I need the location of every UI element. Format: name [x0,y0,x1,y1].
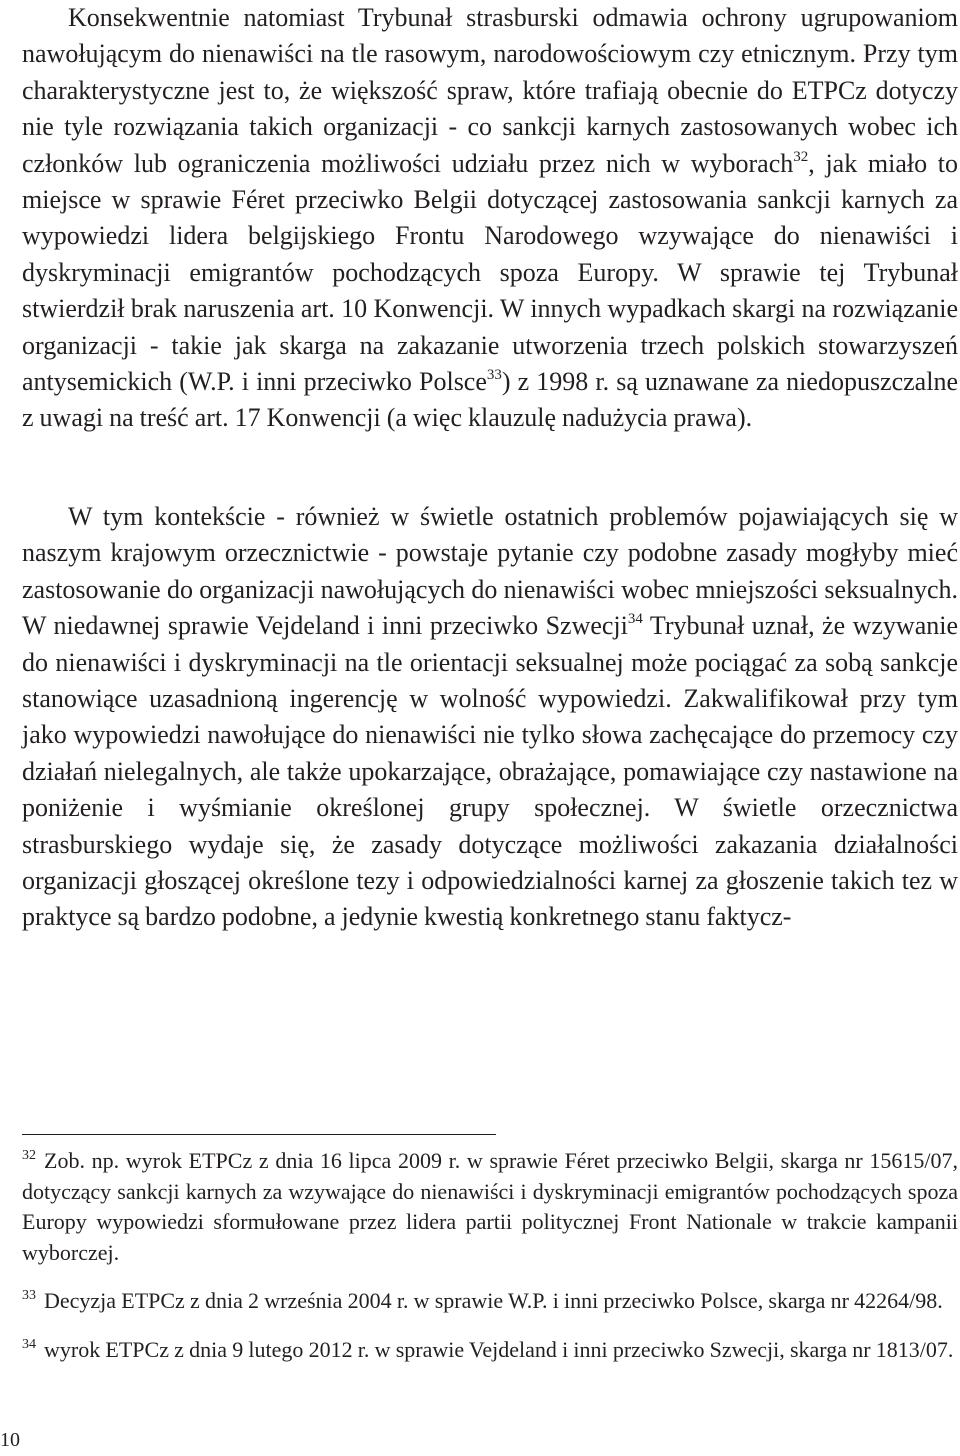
page-body [22,0,958,936]
footnote-33 [22,1286,958,1317]
footnote-32 [22,1146,958,1268]
paragraph-text: W tym kontekście - również w świetle ostatnich problemów pojawiających się w naszym krajowym orzecznictwie - powstaje pytanie czy podobne zasady mogłyby mieć zastosowanie do organizacji nawołujących do nienawiści wobec mniejszości seksualnych. W niedawnej sprawie Vejdeland i inni przeciwko Szwecji$^{34}$ Trybunał uznał, że wzywanie do nienawiści i dyskryminacji na tle orientacji seksualnej może pociągać za sobą sankcje stanowiące uzasadnioną ingerencję w wolność wypowiedzi. Zakwalifikował przy tym jako wypowiedzi nawołujące do nienawiści nie tylko słowa zachęcające do przemocy czy działań nielegalnych, ale także upokarzające, obrażające, pomawiające czy nastawione na poniżenie i wyśmianie określonej grupy społecznej. W świetle orzecznictwa strasburskiego wydaje się, że zasady dotyczące możliwości zakazania działalności organizacji głoszącej określone tezy i odpowiedzialności karnej za głoszenie takich tez w praktyce są bardzo podobne, a jedynie kwestią konkretnego stanu faktycz- [22,501,959,932]
footnote-number: 33 [22,1288,36,1303]
footnotes [22,1146,958,1365]
footnote-text: Zob. np. wyrok ETPCz z dnia 16 lipca 2009 r. w sprawie Féret przeciwko Belgii, skarga nr 15615/07, dotyczący sankcji karnych za wzywające do nienawiści i dyskryminacji emigrantów pochodzących spoza Europy wypowiedzi sformułowane przez lidera partii politycznej Front Nationale w trakcie kampanii wyborczej. [22,1148,958,1265]
footnote-text: wyrok ETPCz z dnia 9 lutego 2012 r. w sprawie Vejdeland i inni przeciwko Szwecji, skarga nr 1813/07. [44,1336,954,1362]
footnote-number: 32 [22,1148,36,1163]
footnote-34 [22,1335,958,1366]
page-number: 10 [0,1429,20,1451]
footnote-reference: 33 [486,367,502,384]
footnote-separator [22,1134,496,1135]
footnote-number: 34 [22,1336,36,1352]
body-paragraph-1 [22,0,958,437]
footnote-reference: 34 [627,611,643,628]
footnote-text: Decyzja ETPCz z dnia 2 września 2004 r. w sprawie W.P. i inni przeciwko Polsce, skarga nr 42264/98. [44,1288,943,1313]
body-paragraph-2 [22,499,958,936]
paragraph-text: Konsekwentnie natomiast Trybunał strasburski odmawia ochrony ugrupowaniom nawołującym do nienawiści na tle rasowym, narodowościowym czy etnicznym. Przy tym charakterystyczne jest to, że większość spraw, które trafiają obecnie do ETPCz dotyczy nie tyle rozwiązania takich organizacji - co sankcji karnych zastosowanych wobec ich członków lub ograniczenia możliwości udziału przez nich w wyborach$^{32}$, jak miało to miejsce w sprawie Féret przeciwko Belgii dotyczącej zastosowania sankcji karnych za wypowiedzi lidera belgijskiego Frontu Narodowego wzywające do nienawiści i dyskryminacji emigrantów pochodzących spoza Europy. W sprawie tej Trybunał stwierdził brak naruszenia art. 10 Konwencji. W innych wypadkach skargi na rozwiązanie organizacji - takie jak skarga na zakazanie utworzenia trzech polskich stowarzyszeń antysemickich (W.P. i inni przeciwko Polsce$^{33}$) z 1998 r. są uznawane za niedopuszczalne z uwagi na treść art. 17 Konwencji (a więc klauzulę nadużycia prawa). [22,3,958,433]
footnote-reference: 32 [793,148,809,165]
